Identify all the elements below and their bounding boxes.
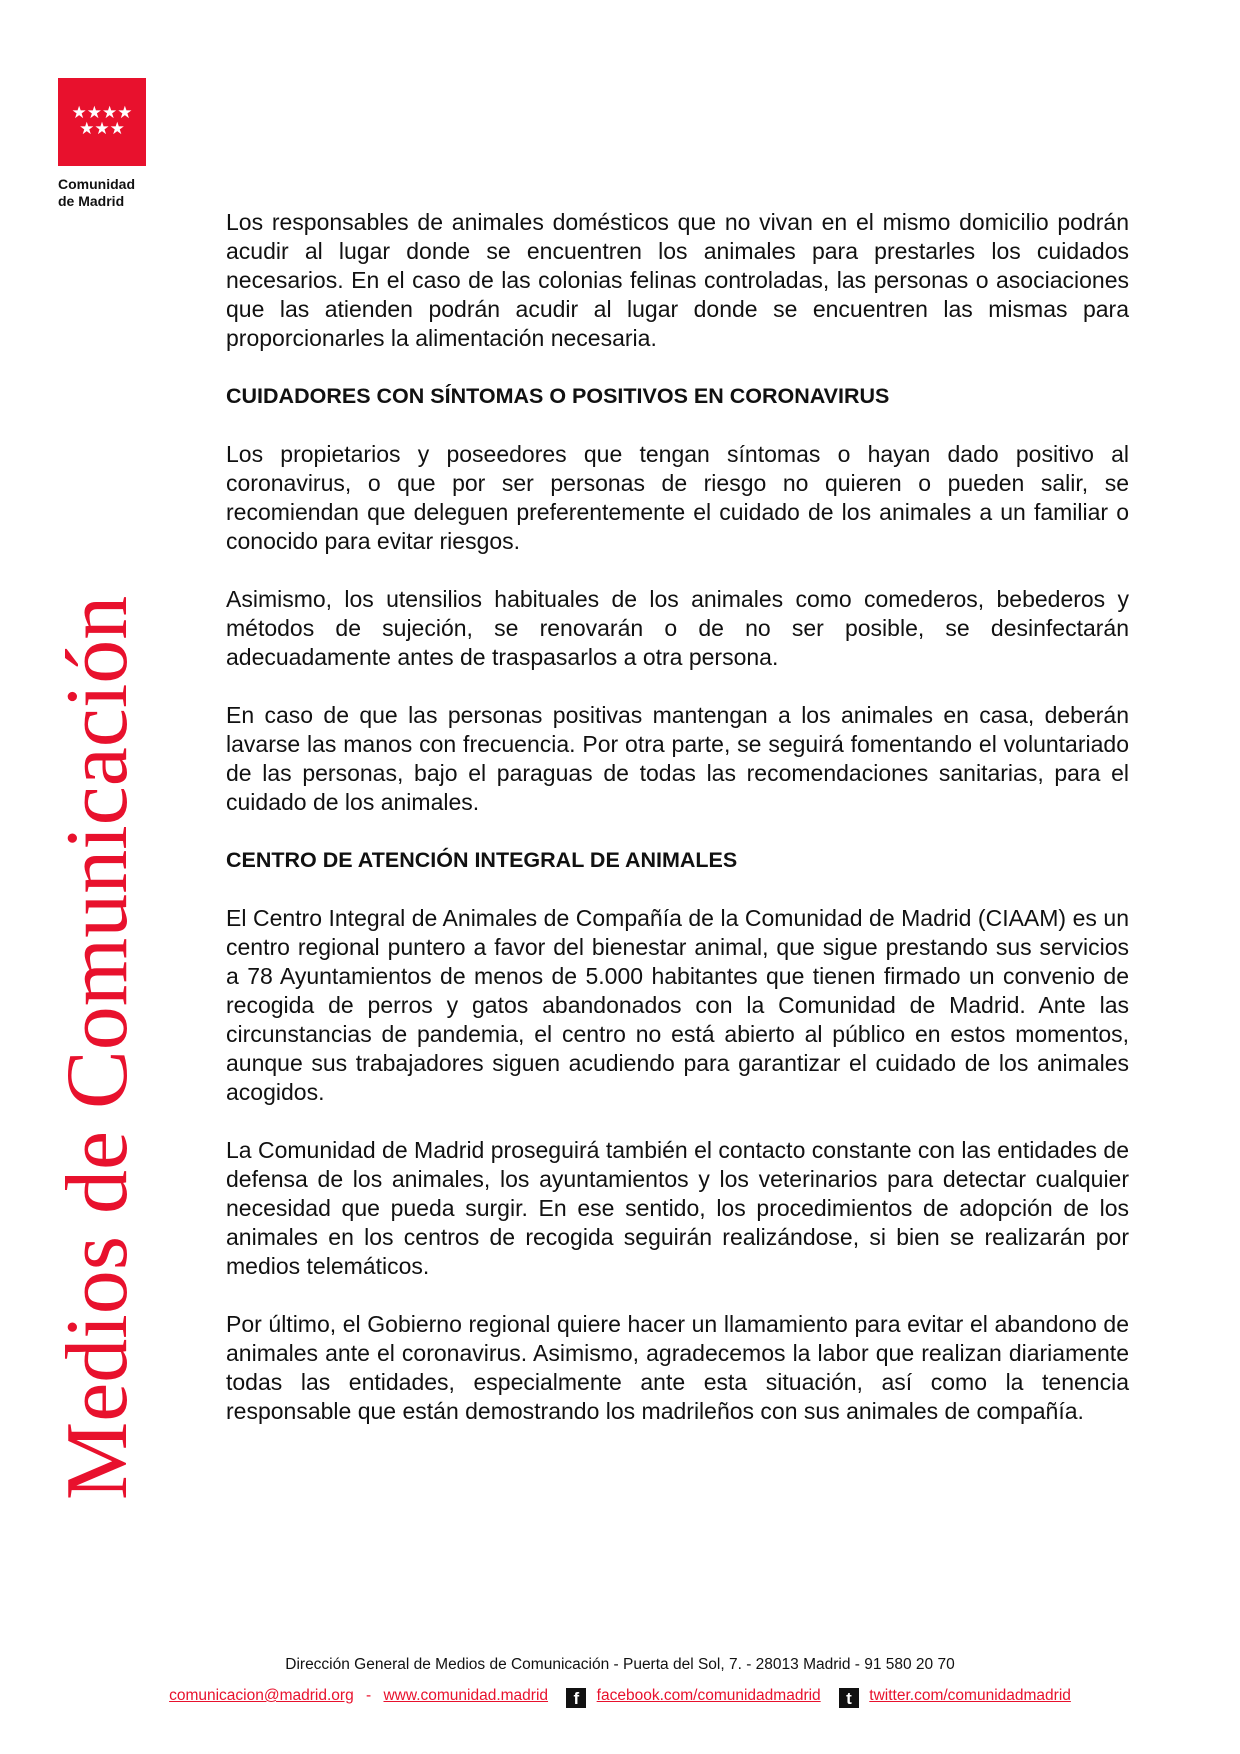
website-link[interactable]: www.comunidad.madrid <box>383 1687 549 1704</box>
footer-links <box>0 1687 1240 1708</box>
document-body <box>226 208 1129 1455</box>
paragraph-1: Los responsables de animales domésticos que no vivan en el mismo domicilio podrán acudir al lugar donde se encuentren los animales para prestarles los cuidados necesarios. En el caso de las colonias felinas controladas, las personas o asociaciones que las atienden podrán acudir al lugar donde se encuentren las mismas para proporcionarles la alimentación necesaria. <box>226 209 1129 351</box>
paragraph-3: Asimismo, los utensilios habituales de los animales como comederos, bebederos y métodos de sujeción, se renovarán o de no ser posible, se desinfectarán adecuadamente antes de traspasarlos a otra persona. <box>226 586 1129 670</box>
side-title: Medios de Comunicación <box>49 595 146 1500</box>
paragraph-7: Por último, el Gobierno regional quiere hacer un llamamiento para evitar el abandono de animales ante el coronavirus. Asimismo, agradecemos la labor que realizan diariamente todas las entidades, especialmente ante esta situación, así como la tenencia responsable que están demostrando los madrileños con sus animales de compañía. <box>226 1311 1129 1424</box>
logo-text <box>58 176 178 210</box>
comunidad-madrid-logo <box>58 78 146 166</box>
logo-line-2: de Madrid <box>58 193 125 209</box>
footer-separator: - <box>366 1687 372 1704</box>
paragraph-5: El Centro Integral de Animales de Compañía de la Comunidad de Madrid (CIAAM) es un centro regional puntero a favor del bienestar animal, que sigue prestando sus servicios a 78 Ayuntamientos de menos de 5.000 habitantes que tienen firmado un convenio de recogida de perros y gatos abandonados con la Comunidad de Madrid. Ante las circunstancias de pandemia, el centro no está abierto al público en estos momentos, aunque sus trabajadores siguen acudiendo para garantizar el cuidado de los animales acogidos. <box>226 905 1129 1105</box>
paragraph-6: La Comunidad de Madrid proseguirá también el contacto constante con las entidades de defensa de los animales, los ayuntamientos y los veterinarios para detectar cualquier necesidad que pueda surgir. En ese sentido, los procedimientos de adopción de los animales en los centros de recogida seguirán realizándose, si bien se realizarán por medios telemáticos. <box>226 1137 1129 1279</box>
twitter-icon: t <box>839 1688 859 1708</box>
paragraph-2: Los propietarios y poseedores que tengan síntomas o hayan dado positivo al coronavirus, o que por ser personas de riesgo no quieren o pueden salir, se recomiendan que deleguen preferentemente el cuidado de los animales a un familiar o conocido para evitar riesgos. <box>226 441 1129 554</box>
facebook-link[interactable]: facebook.com/comunidadmadrid <box>596 1687 821 1704</box>
twitter-link[interactable]: twitter.com/comunidadmadrid <box>869 1687 1071 1704</box>
facebook-icon: f <box>566 1688 586 1708</box>
star-icon: ★★★★ <box>71 103 133 123</box>
email-link[interactable]: comunicacion@madrid.org <box>169 1687 354 1704</box>
section-heading-cuidadores: CUIDADORES CON SÍNTOMAS O POSITIVOS EN CORONAVIRUS <box>226 384 890 408</box>
star-icon: ★★★ <box>79 119 125 139</box>
paragraph-4: En caso de que las personas positivas mantengan a los animales en casa, deberán lavarse las manos con frecuencia. Por otra parte, se seguirá fomentando el voluntariado de las personas, bajo el paraguas de todas las recomendaciones sanitarias, para el cuidado de los animales. <box>226 702 1129 815</box>
footer-address: Dirección General de Medios de Comunicación - Puerta del Sol, 7. - 28013 Madrid - 91 580 20 70 <box>285 1656 955 1673</box>
logo-line-1: Comunidad <box>58 176 135 192</box>
logo-stars <box>58 78 146 166</box>
section-heading-centro: CENTRO DE ATENCIÓN INTEGRAL DE ANIMALES <box>226 848 738 872</box>
